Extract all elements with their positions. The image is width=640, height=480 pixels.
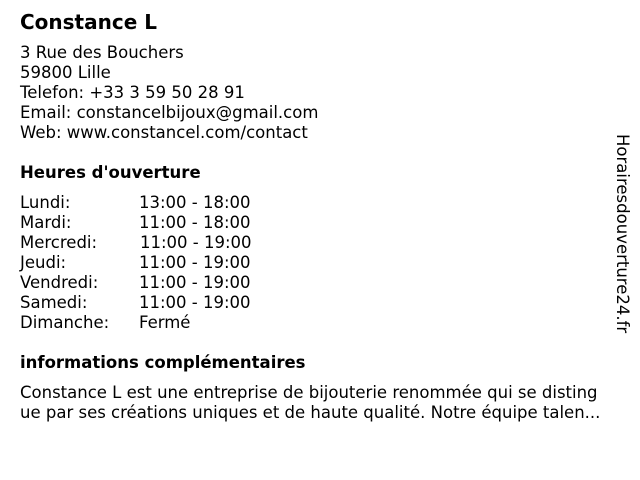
time-value: 11:00 - 18:00 [139,213,251,232]
phone-line: Telefon: +33 3 59 50 28 91 [20,83,245,102]
street-address: 3 Rue des Bouchers [20,43,184,62]
time-value: 13:00 - 18:00 [139,193,251,212]
time-value: 11:00 - 19:00 [139,273,251,292]
time-value: 11:00 - 19:00 [139,293,251,312]
additional-info-text [20,383,600,423]
time-value: 11:00 - 19:00 [139,253,251,272]
additional-info-heading: informations complémentaires [20,353,306,372]
info-line: ue par ses créations uniques et de haute qualité. Notre équipe talen... [20,403,601,422]
address-block [20,43,318,143]
city-postcode: 59800 Lille [20,63,111,82]
web-line: Web: www.constancel.com/contact [20,123,308,142]
day-label: Mercredi: [20,233,98,252]
day-label: Dimanche: [20,313,110,332]
day-label: Mardi: [20,213,72,232]
business-name: Constance L [20,10,157,34]
info-line: Constance L est une entreprise de bijouterie renommée qui se disting [20,383,598,402]
opening-hours-heading: Heures d'ouverture [20,163,201,182]
day-label: Vendredi: [20,273,99,292]
time-value: Fermé [139,313,191,332]
time-value: 11:00 - 19:00 [140,233,252,252]
day-label: Samedi: [20,293,88,312]
email-line: Email: constancelbijoux@gmail.com [20,103,319,122]
site-watermark: Horairesdouverture24.fr [613,134,632,334]
day-label: Lundi: [20,193,71,212]
day-label: Jeudi: [20,253,67,272]
